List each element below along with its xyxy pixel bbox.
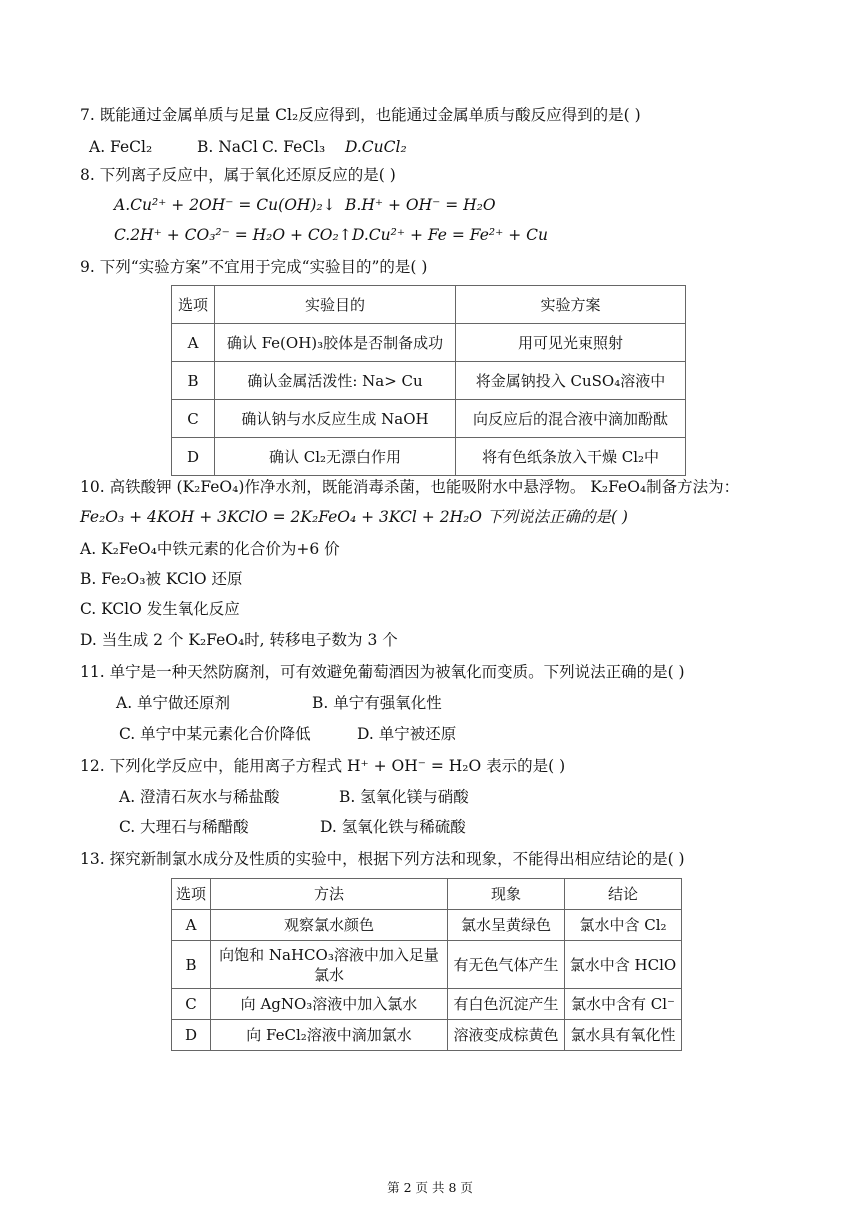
- table-cell: B: [172, 362, 215, 400]
- table-cell: 向 AgNO₃溶液中加入氯水: [211, 989, 448, 1020]
- q10-option-a: A. K₂FeO₄中铁元素的化合价为+6 价: [80, 540, 340, 558]
- q11-option-c: C. 单宁中某元素化合价降低: [119, 725, 311, 743]
- q13-table: [171, 878, 682, 1051]
- table-row: [172, 438, 686, 476]
- q12-stem: 12. 下列化学反应中，能用离子方程式 H⁺ + OH⁻ = H₂O 表示的是( ): [80, 757, 566, 775]
- header-cell: 选项: [172, 286, 215, 324]
- table-cell: C: [172, 989, 211, 1020]
- q9-stem: 9. 下列“实验方案”不宜用于完成“实验目的”的是( ): [80, 258, 428, 276]
- q10-equation: Fe₂O₃ + 4KOH + 3KClO = 2K₂FeO₄ + 3KCl + 2H₂O 下列说法正确的是( ): [80, 508, 628, 526]
- table-cell: 氯水中含 HClO: [565, 941, 682, 989]
- q12-option-a: A. 澄清石灰水与稀盐酸: [119, 788, 280, 806]
- table-cell: 氯水具有氧化性: [565, 1020, 682, 1051]
- table-cell: 氯水中含 Cl₂: [565, 910, 682, 941]
- table-row: [172, 910, 682, 941]
- table-row: [172, 400, 686, 438]
- q7-option-a: A. FeCl₂: [89, 138, 153, 156]
- q10-option-d: D. 当生成 2 个 K₂FeO₄时, 转移电子数为 3 个: [80, 631, 398, 649]
- table-cell: 观察氯水颜色: [211, 910, 448, 941]
- q11-stem: 11. 单宁是一种天然防腐剂，可有效避免葡萄酒因为被氧化而变质。下列说法正确的是( ): [80, 663, 685, 681]
- q11-option-d: D. 单宁被还原: [357, 725, 457, 743]
- table-cell: 确认 Fe(OH)₃胶体是否制备成功: [215, 324, 456, 362]
- table-cell: 将金属钠投入 CuSO₄溶液中: [456, 362, 686, 400]
- table-cell: 向饱和 NaHCO₃溶液中加入足量氯水: [211, 941, 448, 989]
- table-cell: A: [172, 324, 215, 362]
- header-cell: 实验目的: [215, 286, 456, 324]
- table-row: [172, 1020, 682, 1051]
- header-cell: 方法: [211, 879, 448, 910]
- q7-option-d: D.CuCl₂: [345, 138, 407, 156]
- q8-stem: 8. 下列离子反应中，属于氧化还原反应的是( ): [80, 166, 396, 184]
- header-cell: 实验方案: [456, 286, 686, 324]
- q7-option-b: B. NaCl: [197, 138, 258, 156]
- q7-option-c: C. FeCl₃: [262, 138, 326, 156]
- q12-option-c: C. 大理石与稀醋酸: [119, 818, 249, 836]
- q10-option-b: B. Fe₂O₃被 KClO 还原: [80, 570, 243, 588]
- table-row: [172, 324, 686, 362]
- table-cell: 确认钠与水反应生成 NaOH: [215, 400, 456, 438]
- table-cell: 氯水中含有 Cl⁻: [565, 989, 682, 1020]
- q8-option-b: B.H⁺ + OH⁻ = H₂O: [345, 196, 496, 214]
- table-cell: 将有色纸条放入干燥 Cl₂中: [456, 438, 686, 476]
- header-cell: 现象: [448, 879, 565, 910]
- table-cell: 氯水呈黄绿色: [448, 910, 565, 941]
- q8-option-c: C.2H⁺ + CO₃²⁻ = H₂O + CO₂↑: [114, 226, 352, 244]
- table-cell: 向反应后的混合液中滴加酚酞: [456, 400, 686, 438]
- table-header-row: [172, 286, 686, 324]
- header-cell: 选项: [172, 879, 211, 910]
- table-row: [172, 989, 682, 1020]
- table-cell: 有白色沉淀产生: [448, 989, 565, 1020]
- table-cell: D: [172, 438, 215, 476]
- page-footer: 第 2 页 共 8 页: [387, 1180, 473, 1195]
- table-cell: 确认 Cl₂无漂白作用: [215, 438, 456, 476]
- q13-stem: 13. 探究新制氯水成分及性质的实验中，根据下列方法和现象，不能得出相应结论的是( ): [80, 850, 685, 868]
- table-cell: 有无色气体产生: [448, 941, 565, 989]
- table-cell: D: [172, 1020, 211, 1051]
- table-cell: A: [172, 910, 211, 941]
- q7-stem: 7. 既能通过金属单质与足量 Cl₂反应得到，也能通过金属单质与酸反应得到的是( ): [80, 106, 641, 124]
- q11-option-b: B. 单宁有强氧化性: [312, 694, 442, 712]
- q12-option-b: B. 氢氧化镁与硝酸: [339, 788, 469, 806]
- table-cell: 用可见光束照射: [456, 324, 686, 362]
- header-cell: 结论: [565, 879, 682, 910]
- table-cell: 溶液变成棕黄色: [448, 1020, 565, 1051]
- q10-option-c: C. KClO 发生氧化反应: [80, 600, 240, 618]
- q10-stem-line1: 10. 高铁酸钾 (K₂FeO₄)作净水剂，既能消毒杀菌，也能吸附水中悬浮物。 K₂FeO₄制备方法为：: [80, 478, 740, 496]
- table-cell: B: [172, 941, 211, 989]
- table-header-row: [172, 879, 682, 910]
- q8-option-d: D.Cu²⁺ + Fe = Fe²⁺ + Cu: [352, 226, 548, 244]
- table-cell: 确认金属活泼性: Na> Cu: [215, 362, 456, 400]
- q11-option-a: A. 单宁做还原剂: [116, 694, 231, 712]
- table-row: [172, 362, 686, 400]
- table-cell: C: [172, 400, 215, 438]
- q12-option-d: D. 氢氧化铁与稀硫酸: [320, 818, 466, 836]
- q8-option-a: A.Cu²⁺ + 2OH⁻ = Cu(OH)₂↓: [114, 196, 336, 214]
- q9-table: [171, 285, 686, 476]
- table-cell: 向 FeCl₂溶液中滴加氯水: [211, 1020, 448, 1051]
- table-row: [172, 941, 682, 989]
